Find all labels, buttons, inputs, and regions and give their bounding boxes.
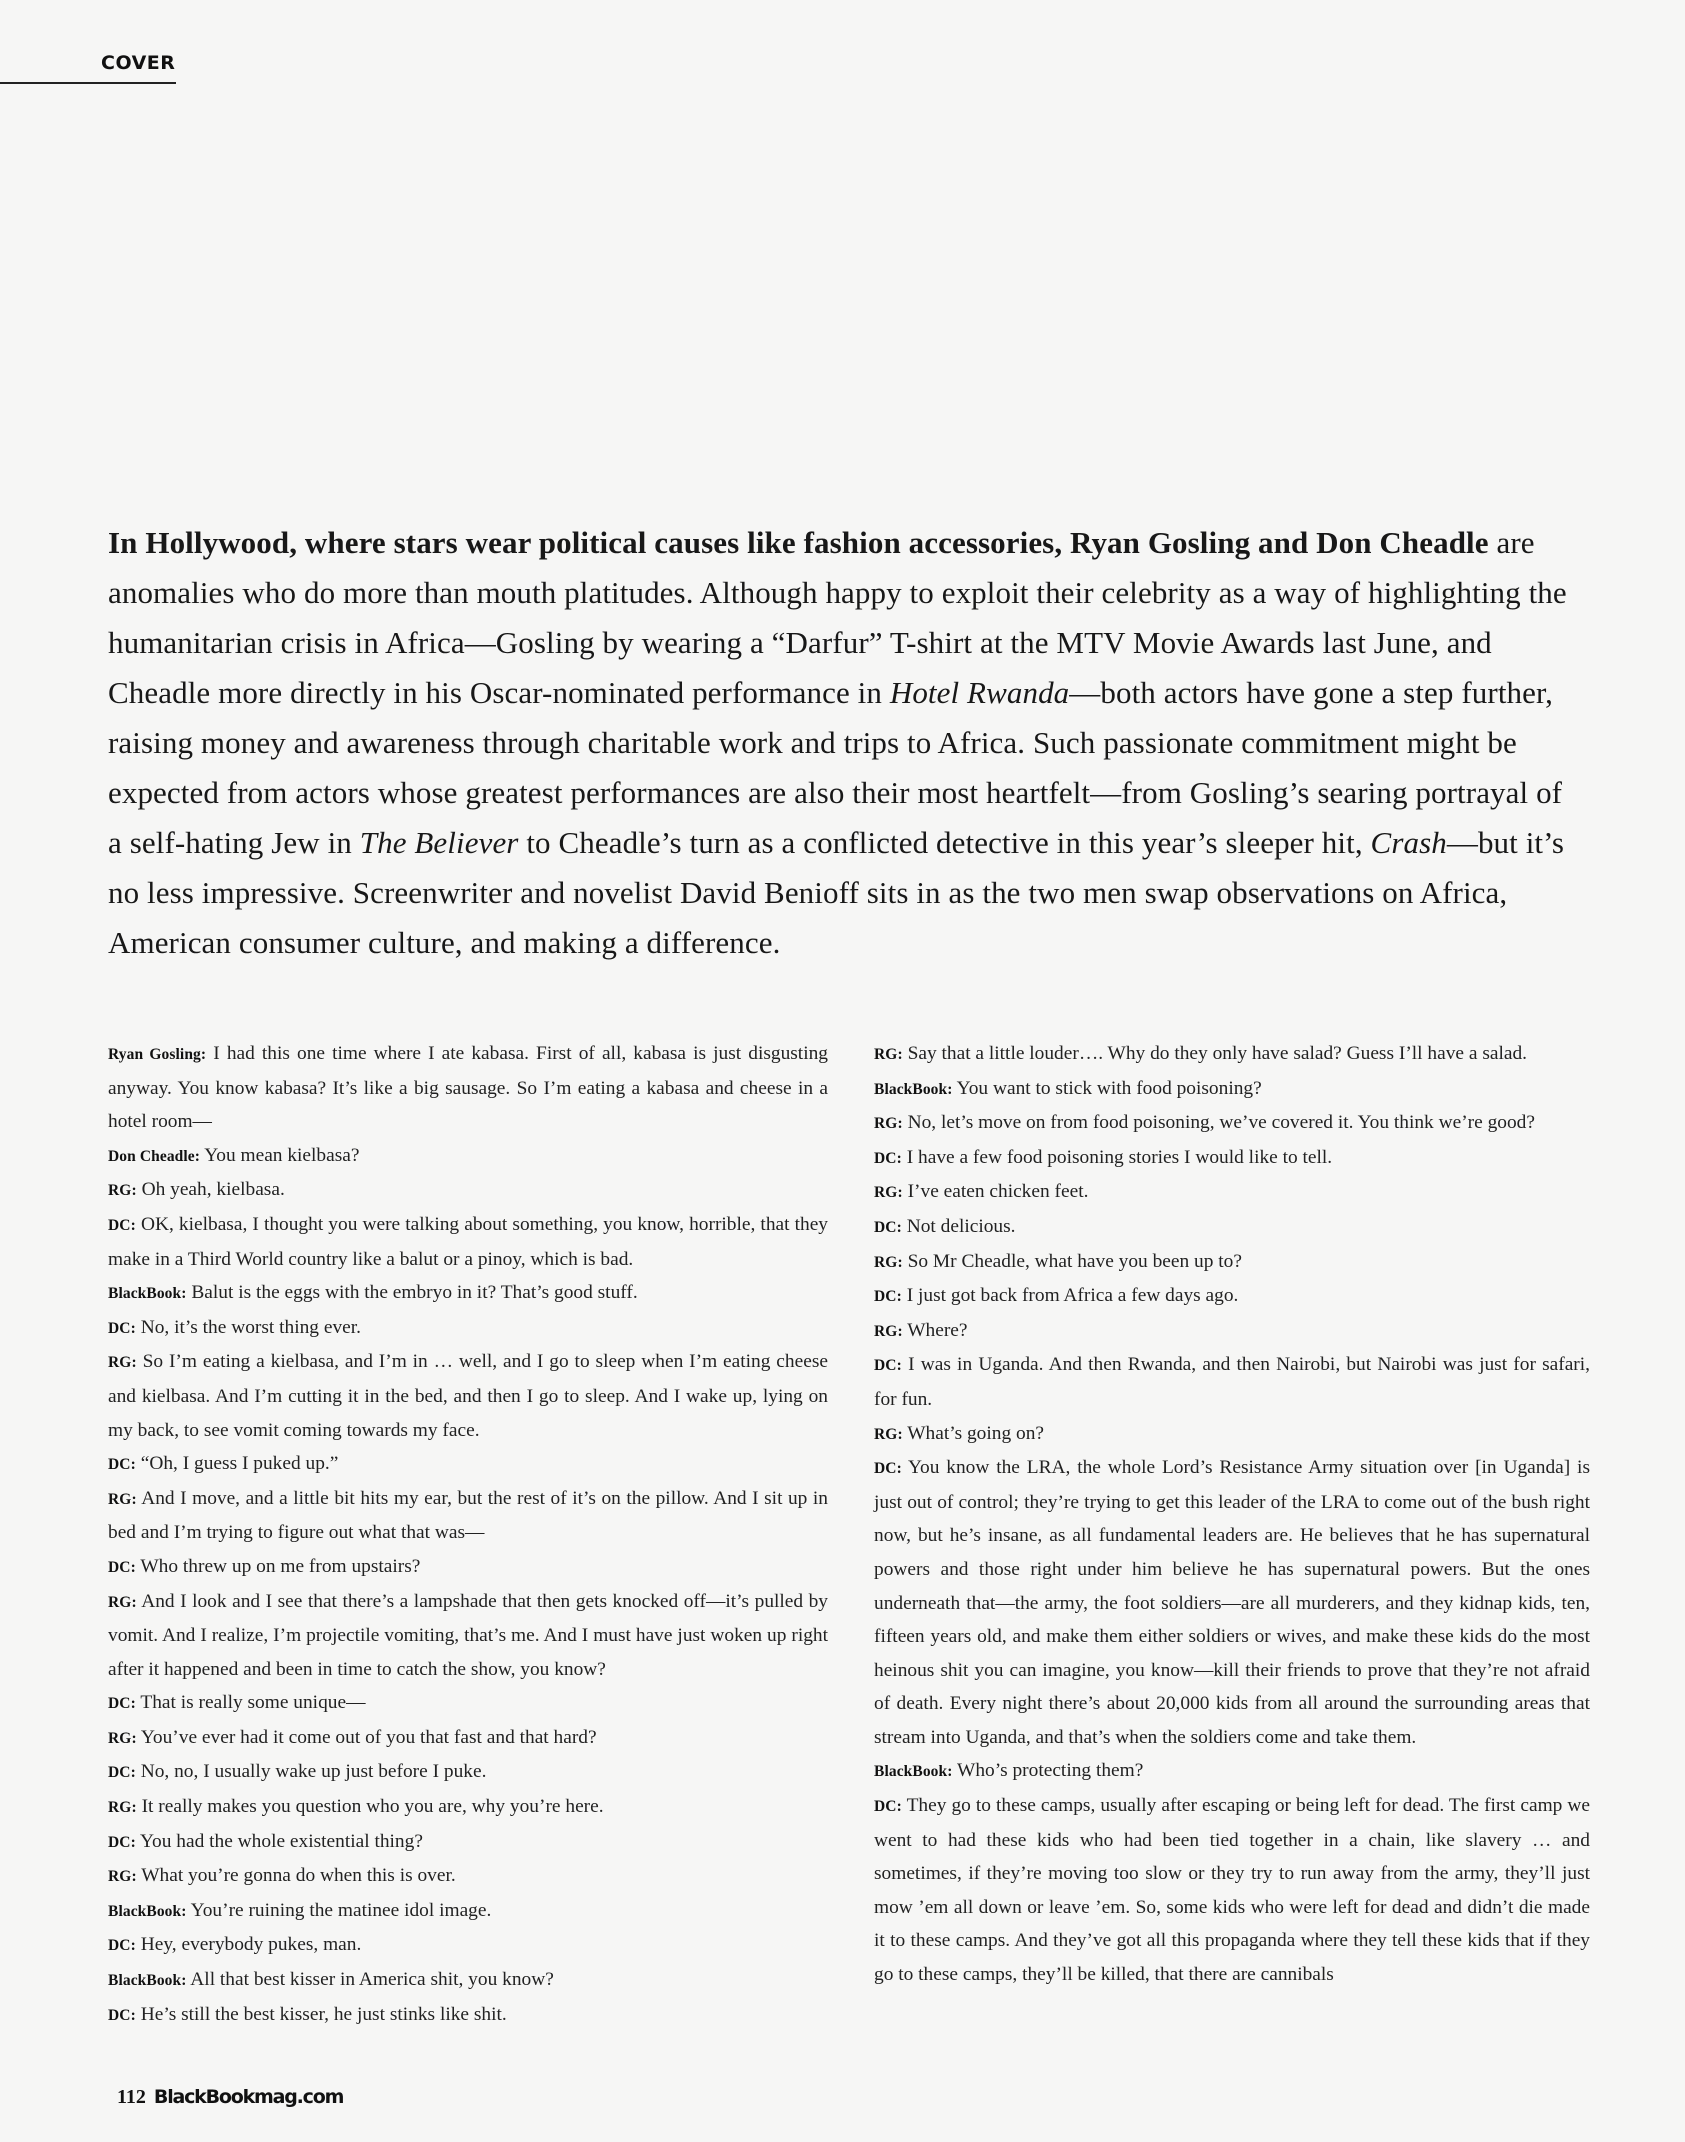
speaker-text: Say that a little louder…. Why do they only have salad? Guess I’ll have a salad. bbox=[907, 1043, 1528, 1064]
speaker-label: DC: bbox=[108, 1558, 136, 1576]
speaker-text: No, it’s the worst thing ever. bbox=[140, 1316, 361, 1338]
speaker-text: Where? bbox=[907, 1319, 968, 1341]
speaker-label: RG: bbox=[108, 1729, 137, 1747]
speaker-text: You’re ruining the matinee idol image. bbox=[190, 1899, 492, 1921]
interview-turn bbox=[874, 1279, 1590, 1314]
intro-title-hotel-rwanda: Hotel Rwanda bbox=[889, 675, 1070, 710]
speaker-text: So I’m eating a kielbasa, and I’m in … well, and I go to sleep when I’m eating cheese and kielbasa. And I’m cutting it in the bed, and then I go to sleep. And I wake up, lying on my back, to see vomit coming towards my face. bbox=[108, 1351, 828, 1441]
speaker-label: RG: bbox=[874, 1184, 903, 1202]
page-footer bbox=[117, 2086, 343, 2109]
speaker-text: You had the whole existential thing? bbox=[140, 1830, 423, 1852]
interview-turn bbox=[874, 1789, 1590, 1992]
interview-turn bbox=[108, 1139, 828, 1174]
interview-turn bbox=[108, 1550, 828, 1585]
speaker-text: I just got back from Africa a few days ago. bbox=[906, 1285, 1239, 1307]
interview-turn bbox=[108, 1686, 828, 1721]
speaker-label: RG: bbox=[874, 1425, 903, 1443]
speaker-label: BlackBook: bbox=[874, 1080, 953, 1098]
speaker-text: And I move, and a little bit hits my ear, but the rest of it’s on the pillow. And I sit up in bed and I’m trying to figure out what that was— bbox=[108, 1487, 828, 1544]
speaker-text: Hey, everybody pukes, man. bbox=[140, 1934, 362, 1956]
speaker-text: And I look and I see that there’s a lampshade that then gets knocked off—it’s pulled by vomit. And I realize, I’m projectile vomiting, that’s me. And I must have just woken up right after it happened and been in time to catch the show, you know? bbox=[108, 1590, 829, 1680]
speaker-label: DC: bbox=[874, 1288, 902, 1306]
interview-turn bbox=[874, 1072, 1590, 1107]
interview-turn bbox=[874, 1245, 1590, 1280]
speaker-label: DC: bbox=[874, 1149, 902, 1167]
speaker-label: DC: bbox=[108, 2006, 136, 2024]
speaker-label: RG: bbox=[108, 1354, 137, 1372]
page-number: 112 bbox=[117, 2086, 146, 2108]
interview-turn bbox=[874, 1348, 1590, 1416]
speaker-label: DC: bbox=[108, 1764, 136, 1782]
interview-turn bbox=[108, 1447, 828, 1482]
interview-turn bbox=[874, 1175, 1590, 1210]
speaker-text: No, let’s move on from food poisoning, we’ve covered it. You think we’re good? bbox=[907, 1112, 1535, 1134]
speaker-text: You know the LRA, the whole Lord’s Resistance Army situation over [in Uganda] is just out of control; they’re trying to get this leader of the LRA to come out of the bush right now, but he’s insane, as all fundamental leaders are. He believes that he has supernatural powers and those right under him believe he has supernatural powers. But the ones underneath that—the army, the foot soldiers—are all murderers, and they kidnap kids, ten, fifteen years old, and make them either soldiers or wives, and make these kids do the most heinous shit you can imagine, you know—kill their friends to prove that they’re not afraid of death. Every night there’s about 20,000 kids from all around the surrounding areas that stream into Uganda, and that’s when the soldiers come and take them. bbox=[874, 1457, 1590, 1748]
speaker-label: BlackBook: bbox=[874, 1763, 953, 1781]
interview-turn bbox=[108, 1482, 828, 1550]
interview-turn bbox=[108, 1928, 828, 1963]
speaker-label: BlackBook: bbox=[108, 1285, 187, 1303]
intro-text-3: to Cheadle’s turn as a conflicted detective in this year’s sleeper hit, bbox=[518, 825, 1371, 860]
interview-turn bbox=[108, 1585, 828, 1687]
interview-turn bbox=[874, 1141, 1590, 1176]
speaker-label: DC: bbox=[108, 1937, 136, 1955]
speaker-text: I was in Uganda. And then Rwanda, and then Nairobi, but Nairobi was just for safari, for fun. bbox=[874, 1354, 1590, 1410]
interview-turn bbox=[874, 1754, 1590, 1789]
interview-turn bbox=[108, 1721, 828, 1756]
speaker-label: BlackBook: bbox=[108, 1902, 187, 1920]
speaker-label: RG: bbox=[108, 1868, 137, 1886]
speaker-text: Oh yeah, kielbasa. bbox=[141, 1179, 285, 1201]
interview-turn bbox=[108, 1755, 828, 1790]
speaker-label: RG: bbox=[108, 1593, 137, 1611]
interview-turn bbox=[108, 1311, 828, 1346]
speaker-label: DC: bbox=[874, 1218, 902, 1236]
speaker-text: Not delicious. bbox=[906, 1215, 1016, 1237]
section-label: COVER bbox=[101, 52, 176, 74]
interview-turn bbox=[874, 1037, 1590, 1072]
speaker-label: DC: bbox=[874, 1357, 902, 1375]
speaker-label: BlackBook: bbox=[108, 1972, 187, 1990]
speaker-text: That is really some unique— bbox=[140, 1692, 366, 1714]
interview-turn bbox=[108, 1790, 828, 1825]
speaker-label: Ryan Gosling: bbox=[108, 1046, 207, 1063]
speaker-label: RG: bbox=[874, 1322, 903, 1340]
speaker-text: You’ve ever had it come out of you that fast and that hard? bbox=[140, 1726, 597, 1748]
speaker-text: “Oh, I guess I puked up.” bbox=[140, 1453, 339, 1475]
interview-turn bbox=[874, 1106, 1590, 1141]
speaker-text: You want to stick with food poisoning? bbox=[956, 1077, 1262, 1099]
interview-turn bbox=[874, 1451, 1590, 1754]
intro-title-crash: Crash bbox=[1370, 825, 1447, 860]
speaker-text: I had this one time where I ate kabasa. First of all, kabasa is just disgusting anyway. You know kabasa? It’s like a big sausage. So I’m eating a kabasa and cheese in a hotel room— bbox=[108, 1043, 828, 1133]
speaker-text: What’s going on? bbox=[907, 1422, 1045, 1444]
intro-paragraph bbox=[108, 518, 1578, 968]
speaker-text: They go to these camps, usually after escaping or being left for dead. The first camp we went to had these kids who had been tied together in a chain, like slavery … and sometimes, if they’re moving too slow or they try to run away from the army, they’ll just mow ’em all down or leave ’em. So, some kids who were left for dead and didn’t die made it to these camps. And they’ve got all this propaganda where they tell these kids that if they go to these camps, they’ll be killed, that there are cannibals bbox=[874, 1795, 1591, 1986]
interview-column-left bbox=[108, 1037, 828, 2032]
interview-turn bbox=[108, 1825, 828, 1860]
speaker-text: It really makes you question who you are, why you’re here. bbox=[141, 1796, 604, 1818]
speaker-label: RG: bbox=[874, 1115, 903, 1133]
speaker-text: No, no, I usually wake up just before I puke. bbox=[140, 1761, 487, 1783]
speaker-label: DC: bbox=[108, 1833, 136, 1851]
interview-turn bbox=[108, 1276, 828, 1311]
interview-turn bbox=[108, 1173, 828, 1208]
speaker-text: Who’s protecting them? bbox=[957, 1760, 1144, 1782]
interview-turn bbox=[108, 1859, 828, 1894]
interview-turn bbox=[874, 1314, 1590, 1349]
speaker-label: DC: bbox=[108, 1216, 136, 1234]
interview-turn bbox=[108, 1345, 828, 1447]
interview-turn bbox=[108, 1208, 828, 1276]
speaker-label: RG: bbox=[874, 1253, 903, 1271]
site-logo: BlackBookmag.com bbox=[153, 2086, 344, 2108]
speaker-text: OK, kielbasa, I thought you were talking about something, you know, horrible, that they make in a Third World country like a balut or a pinoy, which is bad. bbox=[108, 1213, 828, 1270]
interview-turn bbox=[874, 1417, 1590, 1452]
intro-text-1: are anomalies who do more than mouth platitudes. Although happy to exploit their celebrity as a way of highlighting the humanitarian crisis in Africa—Gosling by wearing a “Darfur” T-shirt at the MTV Movie Awards last June, and Cheadle more directly in his Oscar-nominated performance in bbox=[108, 525, 1567, 710]
speaker-text: You mean kielbasa? bbox=[204, 1144, 360, 1166]
interview-turn bbox=[108, 1998, 828, 2033]
speaker-text: Balut is the eggs with the embryo in it? That’s good stuff. bbox=[191, 1282, 638, 1304]
section-rule bbox=[0, 82, 176, 84]
speaker-text: So Mr Cheadle, what have you been up to? bbox=[907, 1250, 1242, 1272]
intro-lead: In Hollywood, where stars wear political causes like fashion accessories, Ryan Gosling and Don Cheadle bbox=[108, 525, 1489, 560]
speaker-label: RG: bbox=[108, 1490, 137, 1508]
speaker-label: Don Cheadle: bbox=[108, 1147, 201, 1165]
speaker-label: DC: bbox=[874, 1460, 902, 1478]
speaker-label: DC: bbox=[874, 1798, 902, 1816]
speaker-text: I’ve eaten chicken feet. bbox=[907, 1181, 1089, 1203]
speaker-text: Who threw up on me from upstairs? bbox=[140, 1555, 421, 1577]
intro-text-4: —but it’s no less impressive. Screenwriter and novelist David Benioff sits in as the two men swap observations on Africa, American consumer culture, and making a difference. bbox=[108, 825, 1565, 960]
speaker-label: DC: bbox=[108, 1456, 136, 1474]
intro-text-2: —both actors have gone a step further, raising money and awareness through charitable work and trips to Africa. Such passionate commitment might be expected from actors whose greatest performances are also their most heartfelt—from Gosling’s searing portrayal of a self-hating Jew in bbox=[108, 675, 1563, 860]
speaker-label: RG: bbox=[108, 1799, 137, 1817]
speaker-text: What you’re gonna do when this is over. bbox=[141, 1865, 456, 1887]
interview-column-right bbox=[874, 1037, 1590, 1992]
speaker-label: DC: bbox=[108, 1319, 136, 1337]
speaker-text: All that best kisser in America shit, you know? bbox=[190, 1969, 554, 1991]
interview-turn bbox=[108, 1037, 828, 1139]
speaker-label: RG: bbox=[874, 1046, 903, 1063]
speaker-text: He’s still the best kisser, he just stinks like shit. bbox=[140, 2003, 507, 2025]
speaker-text: I have a few food poisoning stories I would like to tell. bbox=[906, 1146, 1333, 1168]
interview-turn bbox=[108, 1963, 828, 1998]
speaker-label: DC: bbox=[108, 1695, 136, 1713]
interview-turn bbox=[108, 1894, 828, 1929]
intro-title-the-believer: The Believer bbox=[359, 825, 519, 860]
speaker-label: RG: bbox=[108, 1182, 137, 1200]
interview-turn bbox=[874, 1210, 1590, 1245]
